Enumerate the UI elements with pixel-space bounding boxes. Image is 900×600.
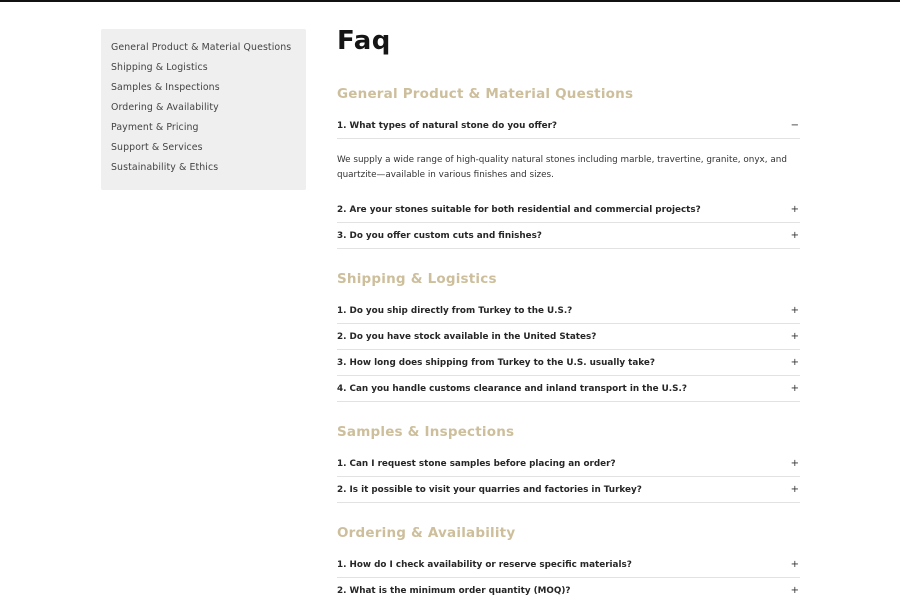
sidebar-item-payment[interactable]: Payment & Pricing bbox=[111, 122, 199, 133]
faq-question: 2. Do you have stock available in the United States? bbox=[337, 331, 597, 342]
faq-item[interactable] bbox=[337, 223, 800, 249]
expand-icon[interactable]: + bbox=[790, 356, 799, 368]
sidebar-item-samples[interactable]: Samples & Inspections bbox=[111, 82, 220, 93]
collapse-icon[interactable]: − bbox=[790, 119, 799, 131]
expand-icon[interactable]: + bbox=[790, 457, 799, 469]
faq-question: 2. Is it possible to visit your quarries and factories in Turkey? bbox=[337, 484, 642, 495]
faq-answer: We supply a wide range of high-quality natural stones including marble, travertine, granite, onyx, and quartzite—available in various finishes and sizes. bbox=[337, 155, 787, 180]
faq-question: 3. How long does shipping from Turkey to the U.S. usually take? bbox=[337, 357, 655, 368]
faq-question: 4. Can you handle customs clearance and inland transport in the U.S.? bbox=[337, 383, 687, 394]
faq-item[interactable] bbox=[337, 113, 800, 139]
faq-item[interactable] bbox=[337, 477, 800, 503]
sidebar-item-support[interactable]: Support & Services bbox=[111, 142, 203, 153]
expand-icon[interactable]: + bbox=[790, 584, 799, 596]
faq-item[interactable] bbox=[337, 324, 800, 350]
faq-question: 1. What types of natural stone do you offer? bbox=[337, 120, 558, 131]
expand-icon[interactable]: + bbox=[790, 330, 799, 342]
faq-item[interactable] bbox=[337, 552, 800, 578]
section-heading-general-product: General Product & Material Questions bbox=[337, 86, 634, 102]
faq-question: 3. Do you offer custom cuts and finishes? bbox=[337, 230, 542, 241]
sidebar-item-ordering[interactable]: Ordering & Availability bbox=[111, 102, 219, 113]
faq-question: 1. Do you ship directly from Turkey to the U.S.? bbox=[337, 305, 573, 316]
expand-icon[interactable]: + bbox=[790, 229, 799, 241]
expand-icon[interactable]: + bbox=[790, 304, 799, 316]
section-heading-samples: Samples & Inspections bbox=[337, 424, 515, 440]
section-heading-shipping: Shipping & Logistics bbox=[337, 271, 497, 287]
faq-item[interactable] bbox=[337, 376, 800, 402]
faq-question: 2. Are your stones suitable for both residential and commercial projects? bbox=[337, 204, 701, 215]
faq-item[interactable] bbox=[337, 350, 800, 376]
section-heading-ordering: Ordering & Availability bbox=[337, 525, 516, 541]
sidebar-item-general-product[interactable]: General Product & Material Questions bbox=[111, 42, 292, 53]
top-border bbox=[0, 0, 900, 2]
faq-question: 1. How do I check availability or reserve specific materials? bbox=[337, 559, 632, 570]
sidebar-item-sustainability[interactable]: Sustainability & Ethics bbox=[111, 162, 219, 173]
expand-icon[interactable]: + bbox=[790, 203, 799, 215]
page-title: Faq bbox=[337, 26, 391, 56]
faq-category-sidebar bbox=[101, 29, 306, 190]
faq-question: 1. Can I request stone samples before placing an order? bbox=[337, 458, 616, 469]
expand-icon[interactable]: + bbox=[790, 558, 799, 570]
expand-icon[interactable]: + bbox=[790, 382, 799, 394]
faq-item[interactable] bbox=[337, 197, 800, 223]
sidebar-item-shipping[interactable]: Shipping & Logistics bbox=[111, 62, 208, 73]
expand-icon[interactable]: + bbox=[790, 483, 799, 495]
faq-item[interactable] bbox=[337, 578, 800, 600]
faq-item[interactable] bbox=[337, 451, 800, 477]
faq-question: 2. What is the minimum order quantity (MOQ)? bbox=[337, 585, 571, 596]
faq-item[interactable] bbox=[337, 298, 800, 324]
